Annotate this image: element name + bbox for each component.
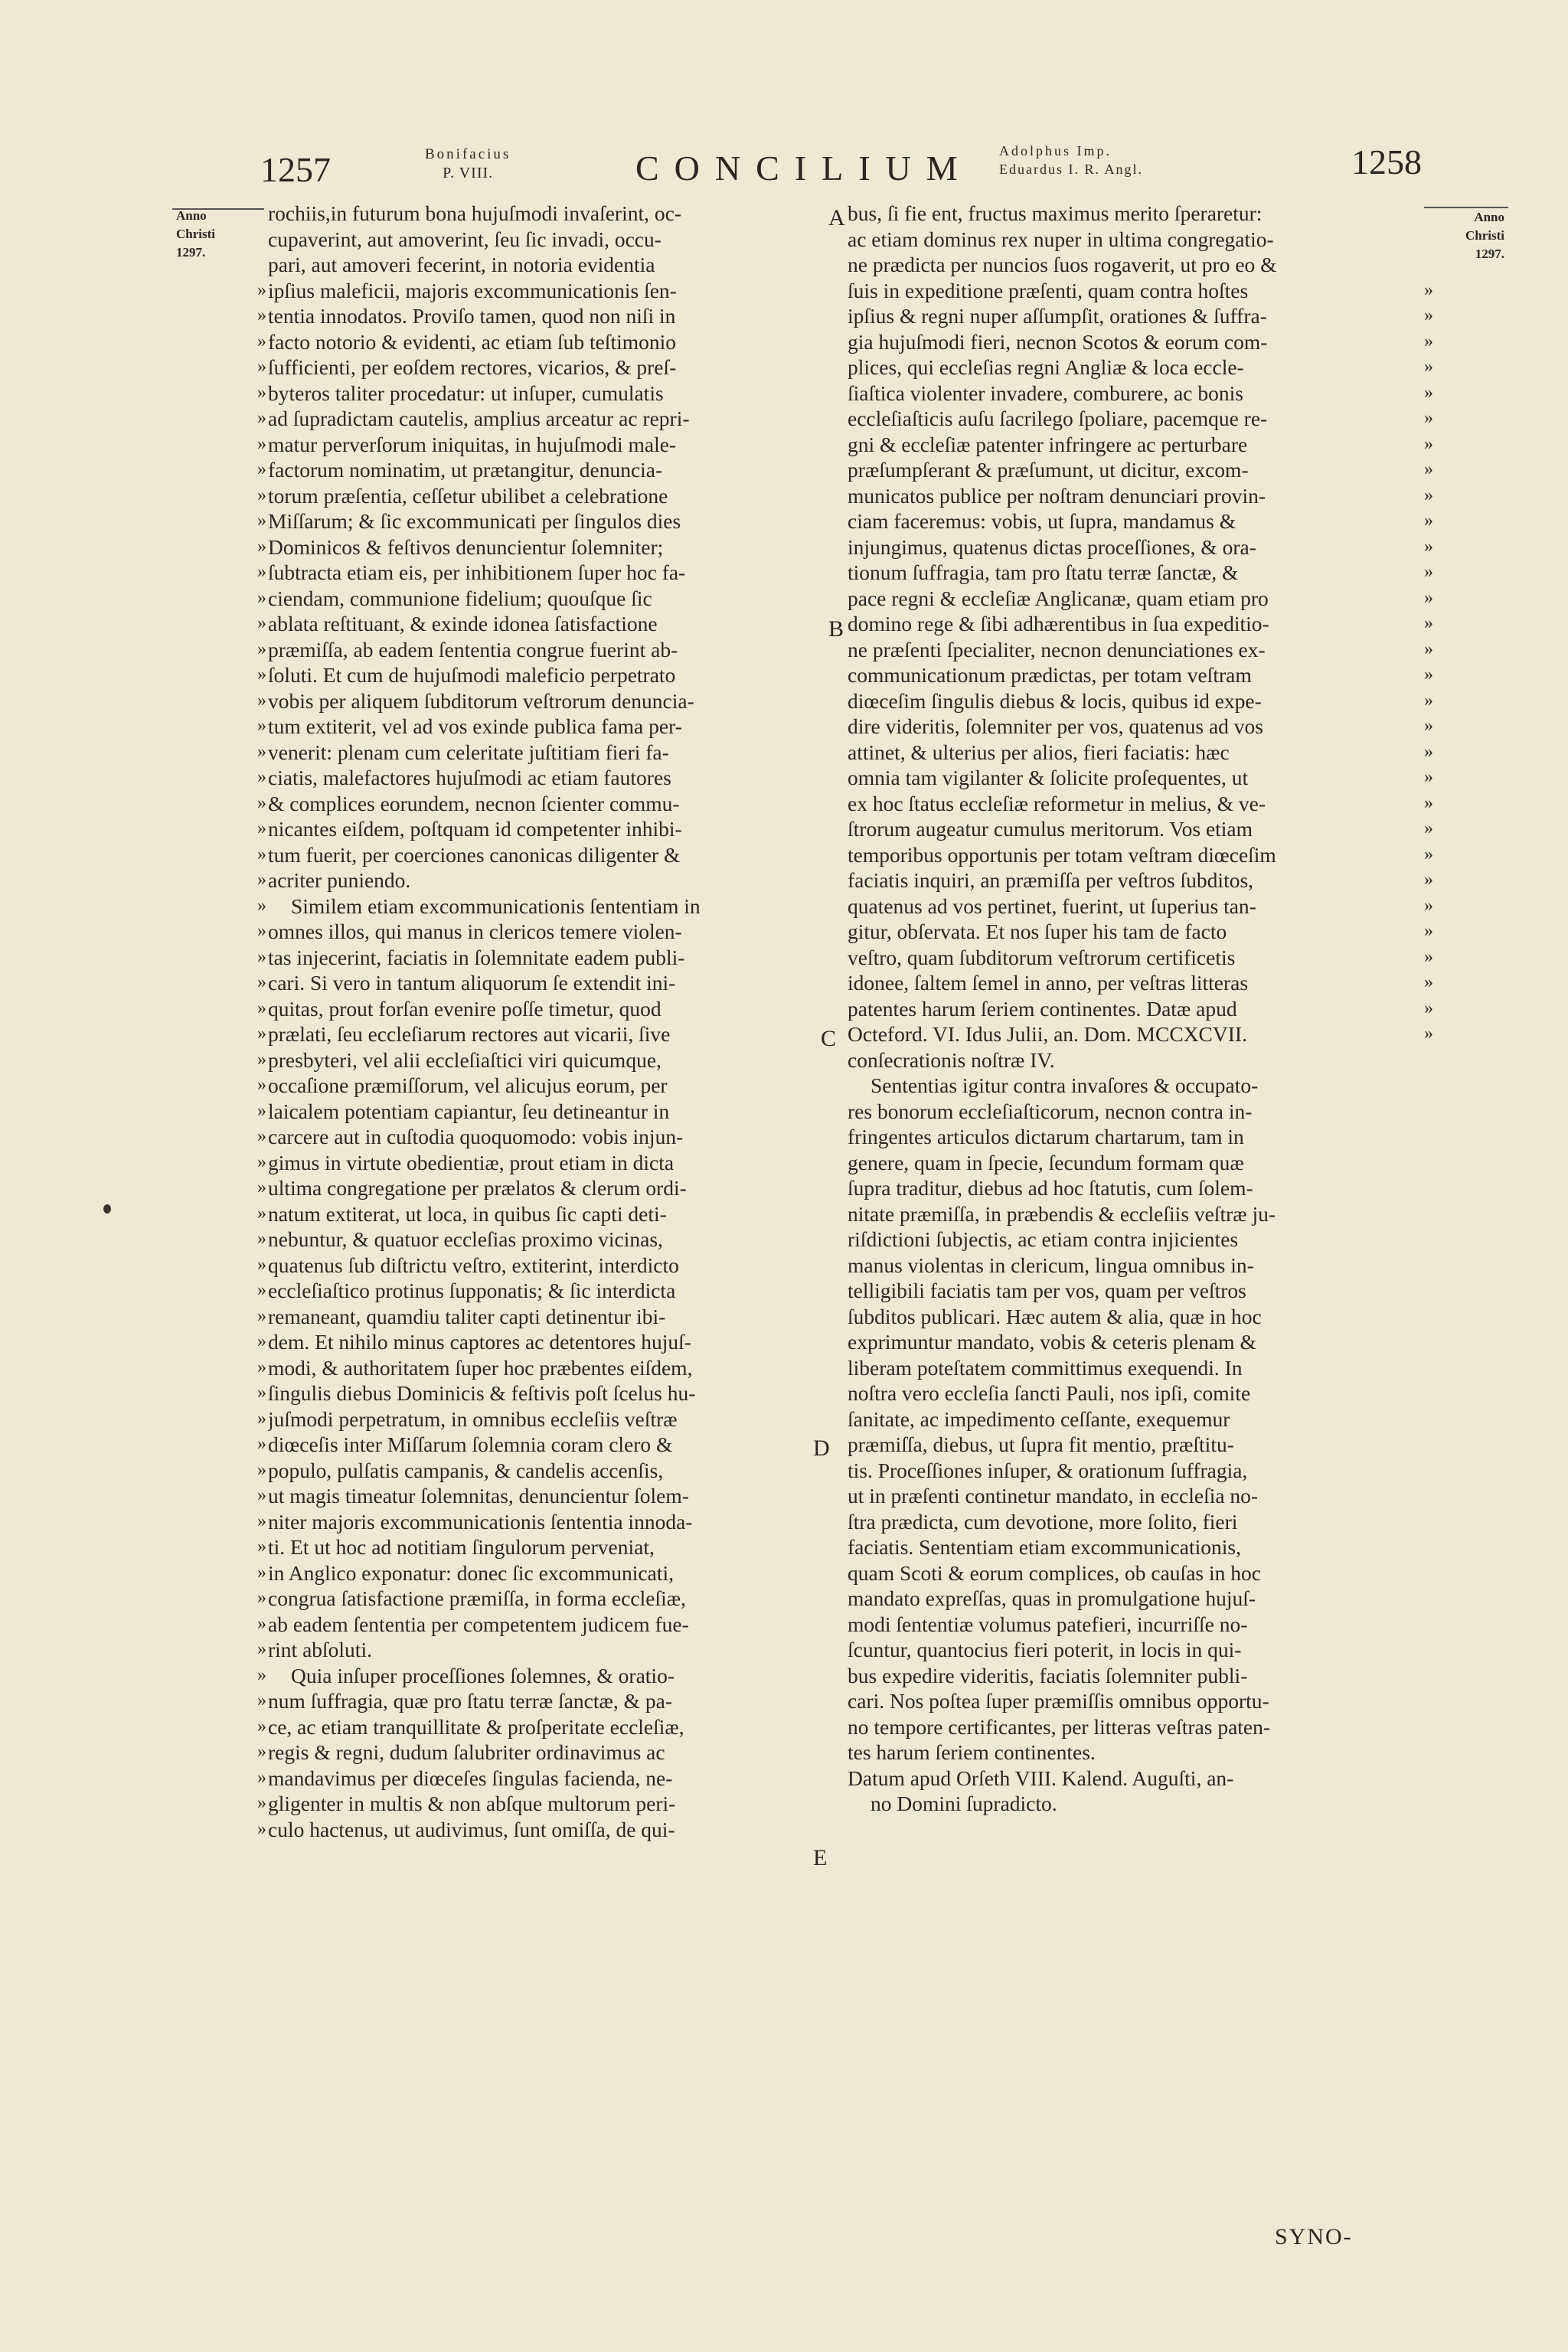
text-line: vobis per aliquem ſubditorum veſtrorum denuncia- bbox=[268, 688, 694, 713]
quote-mark: » bbox=[257, 1049, 266, 1070]
quote-mark: » bbox=[257, 1357, 266, 1377]
text-line: diœceſis inter Miſſarum ſolemnia coram clero & bbox=[268, 1432, 673, 1456]
text-line: ne prædicta per nuncios ſuos rogaverit, ut pro eo & bbox=[848, 253, 1277, 276]
text-line: ut magis timeatur ſolemnitas, denuncientur ſolem- bbox=[268, 1484, 689, 1508]
quote-mark: » bbox=[257, 1562, 266, 1583]
text-line: facto notorio & evidenti, ac etiam ſub teſtimonio bbox=[268, 329, 677, 354]
text-line: torum præſentia, ceſſetur ubilibet a celebratione bbox=[268, 483, 668, 508]
text-line: ſtrorum augeatur cumulus meritorum. Vos etiam bbox=[848, 817, 1253, 841]
text-line: quam Scoti & eorum complices, ob cauſas in hoc bbox=[848, 1560, 1261, 1585]
quote-mark: » bbox=[257, 536, 266, 557]
text-line: modi, & authoritatem ſuper hoc præbentes eiſdem, bbox=[268, 1355, 693, 1380]
margin-note-left-line: Christi bbox=[176, 227, 215, 241]
quote-mark: » bbox=[1424, 305, 1433, 325]
text-line: nitate præmiſſa, in præbendis & eccleſiis veſtræ ju- bbox=[848, 1201, 1276, 1226]
quote-mark: » bbox=[257, 1152, 266, 1172]
text-line: ſiaſtica violenter invadere, comburere, ac bonis bbox=[848, 381, 1243, 405]
quote-marks-left bbox=[245, 201, 266, 1842]
text-line: ex hoc ſtatus eccleſiæ reformetur in melius, & ve- bbox=[848, 791, 1266, 815]
quote-mark: » bbox=[257, 1229, 266, 1249]
text-line: quitas, prout forſan evenire poſſe timetur, quod bbox=[268, 996, 662, 1021]
text-column-left bbox=[268, 201, 815, 1842]
text-line: quatenus ad vos pertinet, fuerint, ut ſuperius tan- bbox=[848, 893, 1256, 918]
quote-mark: » bbox=[257, 1254, 266, 1275]
text-line: presbyteri, vel alii eccleſiaſtici viri quicumque, bbox=[268, 1047, 662, 1072]
text-line: no tempore certificantes, per litteras veſtras paten- bbox=[848, 1714, 1271, 1739]
text-line: carcere aut in cuſtodia quoquomodo: vobis injun- bbox=[268, 1125, 684, 1148]
quote-mark: » bbox=[1424, 639, 1433, 659]
running-head-right-sub: Eduardus I. R. Angl. bbox=[999, 162, 1143, 177]
text-line: ſubtracta etiam eis, per inhibitionem ſuper hoc fa- bbox=[268, 560, 686, 584]
text-line: idonee, ſaltem ſemel in anno, per veſtras litteras bbox=[848, 971, 1249, 995]
text-line: pari, aut amoveri fecerint, in notoria evidentia bbox=[268, 253, 655, 276]
section-letter-c: C bbox=[821, 1026, 837, 1051]
quote-mark bbox=[1424, 201, 1447, 227]
quote-mark: » bbox=[257, 1383, 266, 1403]
quote-mark: » bbox=[1424, 998, 1433, 1018]
quote-mark bbox=[1424, 1586, 1447, 1612]
quote-mark bbox=[1424, 227, 1447, 253]
quote-mark: » bbox=[257, 1639, 266, 1659]
text-line: communicationum prædictas, per totam veſtram bbox=[848, 663, 1252, 687]
quote-mark: » bbox=[257, 587, 266, 608]
text-line: Similem etiam excommunicationis ſententiam in bbox=[291, 893, 701, 918]
quote-mark: » bbox=[257, 946, 266, 967]
ink-spot bbox=[103, 1204, 111, 1214]
quote-mark: » bbox=[1424, 562, 1433, 582]
quote-mark: » bbox=[257, 818, 266, 838]
page-title: CONCILIUM bbox=[635, 149, 973, 188]
margin-note-left-line: 1297. bbox=[176, 245, 206, 260]
quote-mark: » bbox=[257, 870, 266, 890]
text-line: exprimuntur mandato, vobis & ceteris plenam & bbox=[848, 1330, 1256, 1354]
quote-mark bbox=[1424, 1355, 1447, 1381]
quote-mark: » bbox=[257, 1613, 266, 1634]
text-line: cari. Nos poſtea ſuper præmiſſis omnibus opportu- bbox=[848, 1689, 1269, 1713]
quote-mark: » bbox=[257, 1024, 266, 1044]
text-line: ad ſupradictam cautelis, amplius arceatur ac repri- bbox=[268, 407, 690, 430]
quote-mark bbox=[1424, 1663, 1447, 1689]
quote-mark: » bbox=[257, 716, 266, 736]
quote-mark: » bbox=[257, 1178, 266, 1197]
text-line: ciam faceremus: vobis, ut ſupra, mandamus & bbox=[848, 509, 1236, 533]
text-line: pace regni & eccleſiæ Anglicanæ, quam etiam pro bbox=[848, 586, 1269, 610]
quote-mark: » bbox=[257, 1818, 266, 1839]
text-line: natum extiterat, ut loca, in quibus ſic capti deti- bbox=[268, 1201, 667, 1226]
quote-mark: » bbox=[1424, 587, 1433, 608]
quote-mark bbox=[1424, 1329, 1447, 1355]
text-line: ac etiam dominus rex nuper in ultima congregatio- bbox=[848, 227, 1274, 251]
quote-mark bbox=[1424, 1304, 1447, 1330]
text-line: tum fuerit, per coerciones canonicas diligenter & bbox=[268, 842, 681, 867]
quote-mark: » bbox=[1424, 690, 1433, 710]
quote-mark: » bbox=[257, 1305, 266, 1326]
text-line: injungimus, quatenus dictas proceſſiones, & ora- bbox=[848, 534, 1256, 559]
quote-mark bbox=[1424, 1740, 1447, 1766]
text-line: populo, pulſatis campanis, & candelis accenſis, bbox=[268, 1458, 664, 1482]
running-head-left-sub: P. VIII. bbox=[443, 165, 494, 181]
text-line: omnia tam vigilanter & ſolicite proſequentes, ut bbox=[848, 766, 1249, 789]
text-line: ſtra prædicta, cum devotione, more ſolito, fieri bbox=[848, 1509, 1238, 1534]
text-line: occaſione præmiſſorum, vel alicujus eorum, per bbox=[268, 1073, 668, 1097]
page-number-left: 1257 bbox=[260, 150, 331, 189]
section-letter-b: B bbox=[828, 616, 844, 642]
quote-mark bbox=[1424, 1073, 1447, 1099]
quote-mark: » bbox=[1424, 536, 1433, 557]
text-line: attinet, & ulterius per alios, fieri faciatis: hæc bbox=[848, 740, 1230, 764]
text-line: nebuntur, & quatuor eccleſias proximo vicinas, bbox=[268, 1227, 663, 1251]
quote-mark: » bbox=[257, 511, 266, 531]
text-line: num ſuffragia, quæ pro ſtatu terræ ſanctæ, & pa- bbox=[268, 1689, 672, 1713]
quote-mark: » bbox=[257, 1408, 266, 1429]
quote-mark: » bbox=[1424, 459, 1433, 479]
quote-mark: » bbox=[1424, 870, 1433, 890]
quote-mark: » bbox=[1424, 792, 1433, 813]
text-line: ciendam, communione fidelium; quouſque ſic bbox=[268, 586, 652, 610]
quote-mark bbox=[1424, 1201, 1447, 1227]
text-line: ipſius & regni nuper aſſumpſit, orationes & ſuffra- bbox=[848, 304, 1267, 328]
text-line: rochiis,in futurum bona hujuſmodi invaſerint, oc- bbox=[268, 201, 681, 225]
quote-mark: » bbox=[257, 1485, 266, 1505]
text-line: conſecrationis noſtræ IV. bbox=[848, 1047, 1055, 1072]
text-line: ſanitate, ac impedimento ceſſante, exequemur bbox=[848, 1406, 1230, 1431]
text-line: bus expedire videritis, faciatis ſolemniter publi- bbox=[848, 1663, 1248, 1687]
catchword: SYNO- bbox=[1275, 2224, 1353, 2249]
quote-mark: » bbox=[257, 1280, 266, 1300]
quote-mark: » bbox=[257, 1664, 266, 1685]
text-line: faciatis. Sententiam etiam excommunicationis, bbox=[848, 1535, 1241, 1559]
text-line: riſdictioni ſubjectis, ac etiam contra injicientes bbox=[848, 1227, 1239, 1251]
text-line: temporibus opportunis per totam veſtram diœceſim bbox=[848, 842, 1276, 867]
text-line: Sententias igitur contra invaſores & occupato- bbox=[871, 1073, 1259, 1097]
margin-note-right-line: 1297. bbox=[1475, 247, 1504, 261]
text-line: noſtra vero eccleſia ſancti Pauli, nos ipſi, comite bbox=[848, 1381, 1251, 1405]
quote-mark bbox=[1424, 1509, 1447, 1535]
text-line: Quia inſuper proceſſiones ſolemnes, & oratio- bbox=[291, 1663, 675, 1687]
quote-mark: » bbox=[257, 305, 266, 325]
text-line: res bonorum eccleſiaſticorum, necnon contra in- bbox=[848, 1099, 1253, 1123]
text-line: Datum apud Orſeth VIII. Kalend. Auguſti, an- bbox=[848, 1766, 1234, 1790]
quote-mark: » bbox=[257, 1459, 266, 1480]
quote-mark: » bbox=[1424, 279, 1433, 300]
quote-mark: » bbox=[257, 1203, 266, 1223]
running-head-left bbox=[425, 145, 511, 182]
margin-note-left-line: Anno bbox=[176, 208, 207, 223]
quote-mark: » bbox=[257, 998, 266, 1018]
text-line: gligenter in multis & non abſque multorum peri- bbox=[268, 1792, 676, 1815]
text-line: gia hujuſmodi fieri, necnon Scotos & eorum com- bbox=[848, 329, 1268, 354]
margin-note-right-line: Anno bbox=[1474, 210, 1504, 224]
quote-mark: » bbox=[1424, 613, 1433, 633]
quote-mark bbox=[1424, 1432, 1447, 1458]
running-head-right bbox=[999, 142, 1143, 178]
text-line: ut in præſenti continetur mandato, in eccleſia no- bbox=[848, 1484, 1259, 1508]
quote-mark: » bbox=[1424, 946, 1433, 967]
quote-mark bbox=[1424, 1766, 1447, 1792]
quote-mark: » bbox=[1424, 844, 1433, 864]
quote-mark: » bbox=[1424, 331, 1433, 351]
text-line: præſumpſerant & præſumunt, ut dicitur, excom- bbox=[848, 458, 1249, 482]
text-line: prælati, ſeu eccleſiarum rectores aut vicarii, ſive bbox=[268, 1022, 671, 1046]
quote-mark bbox=[1424, 1380, 1447, 1406]
quote-mark: » bbox=[257, 1537, 266, 1557]
text-line: omnes illos, qui manus in clericos temere violen- bbox=[268, 920, 682, 943]
quote-mark: » bbox=[257, 665, 266, 684]
quote-mark: » bbox=[257, 613, 266, 633]
quote-mark: » bbox=[257, 921, 266, 941]
text-line: mandavimus per diœceſes ſingulas facienda, ne- bbox=[268, 1766, 673, 1790]
text-line: dire videritis, ſolemniter per vos, quatenus ad vos bbox=[848, 714, 1264, 738]
text-line: juſmodi perpetratum, in omnibus eccleſiis veſtræ bbox=[268, 1406, 678, 1431]
quote-mark: » bbox=[257, 1126, 266, 1146]
quote-mark: » bbox=[1424, 972, 1433, 992]
text-line: mandato expreſſas, quas in promulgatione hujuſ- bbox=[848, 1586, 1256, 1610]
quote-mark bbox=[1424, 1227, 1447, 1253]
quote-mark: » bbox=[1424, 741, 1433, 762]
quote-mark: » bbox=[257, 1100, 266, 1121]
quote-mark: » bbox=[257, 1793, 266, 1813]
text-line: venerit: plenam cum celeritate juſtitiam fieri fa- bbox=[268, 740, 669, 764]
text-line: ab eadem ſententia per competentem judicem fue- bbox=[268, 1612, 689, 1636]
text-line: niter majoris excommunicationis ſententia innoda- bbox=[268, 1509, 693, 1534]
page-number-right: 1258 bbox=[1351, 142, 1422, 181]
text-line: cari. Si vero in tantum aliquorum ſe extendit ini- bbox=[268, 971, 676, 995]
quote-mark bbox=[245, 227, 266, 253]
text-line: no Domini ſupradicto. bbox=[871, 1792, 1057, 1815]
quote-mark bbox=[1424, 1458, 1447, 1484]
quote-mark: » bbox=[1424, 767, 1433, 787]
quote-mark bbox=[1424, 1688, 1447, 1714]
quote-mark: » bbox=[257, 1331, 266, 1351]
quote-mark: » bbox=[257, 485, 266, 505]
quote-mark bbox=[1424, 1047, 1447, 1073]
quote-mark: » bbox=[257, 1742, 266, 1762]
quote-mark bbox=[1424, 1637, 1447, 1663]
text-line: ſupra traditur, diebus ad hoc ſtatutis, cum ſolem- bbox=[848, 1176, 1253, 1200]
quote-mark bbox=[1424, 1406, 1447, 1432]
text-line: ti. Et ut hoc ad notitiam ſingulorum perveniat, bbox=[268, 1535, 655, 1559]
quote-mark bbox=[1424, 1253, 1447, 1279]
quote-mark: » bbox=[257, 792, 266, 813]
text-line: factorum nominatim, ut prætangitur, denuncia- bbox=[268, 458, 663, 482]
running-head-right-name: Adolphus Imp. bbox=[999, 143, 1112, 158]
text-line: eccleſiaſtico protinus ſupponatis; & ſic interdicta bbox=[268, 1279, 676, 1302]
text-line: gitur, obſervata. Et nos ſuper his tam de facto bbox=[848, 920, 1227, 943]
text-line: remaneant, quamdiu taliter capti detinentur ibi- bbox=[268, 1304, 666, 1328]
quote-marks-right bbox=[1424, 201, 1447, 1817]
text-line: ultima congregatione per prælatos & clerum ordi- bbox=[268, 1176, 687, 1200]
quote-mark: » bbox=[1424, 382, 1433, 403]
text-line: ſufficienti, per eoſdem rectores, vicarios, & preſ- bbox=[268, 355, 677, 379]
quote-mark bbox=[1424, 1791, 1447, 1817]
text-line: dem. Et nihilo minus captores ac detentores hujuſ- bbox=[268, 1330, 691, 1354]
text-line: culo hactenus, ut audivimus, ſunt omiſſa, de qui- bbox=[268, 1817, 675, 1841]
text-line: bus, ſi fie ent, fructus maximus merito ſperaretur: bbox=[848, 201, 1263, 225]
text-line: ſingulis diebus Dominicis & feſtivis poſt ſcelus hu- bbox=[268, 1381, 696, 1405]
text-line: liberam poteſtatem committimus exequendi. In bbox=[848, 1355, 1243, 1380]
text-line: fringentes articulos dictarum chartarum, tam in bbox=[848, 1125, 1244, 1148]
text-line: tas injecerint, faciatis in ſolemnitate eadem publi- bbox=[268, 945, 685, 969]
quote-mark: » bbox=[1424, 716, 1433, 736]
quote-mark bbox=[1424, 1534, 1447, 1560]
quote-mark bbox=[1424, 252, 1447, 278]
quote-mark bbox=[1424, 1612, 1447, 1638]
quote-mark bbox=[1424, 1124, 1447, 1150]
quote-mark: » bbox=[257, 844, 266, 864]
text-line: faciatis inquiri, an præmiſſa per veſtros ſubditos, bbox=[848, 868, 1254, 892]
quote-mark bbox=[245, 201, 266, 227]
text-line: municatos publice per noſtram denunciari provin- bbox=[848, 483, 1266, 508]
text-line: byteros taliter procedatur: ut inſuper, cumulatis bbox=[268, 381, 664, 405]
quote-mark: » bbox=[1424, 485, 1433, 505]
text-line: plices, qui eccleſias regni Angliæ & loca eccle- bbox=[848, 355, 1244, 379]
quote-mark bbox=[1424, 1175, 1447, 1201]
margin-note-right-line: Christi bbox=[1465, 228, 1504, 243]
quote-mark bbox=[1424, 1560, 1447, 1586]
text-line: gimus in virtute obedientiæ, prout etiam in dicta bbox=[268, 1150, 675, 1174]
section-letter-d: D bbox=[813, 1436, 830, 1461]
text-line: tum extiterit, vel ad vos exinde publica fama per- bbox=[268, 714, 682, 738]
quote-mark: » bbox=[1424, 511, 1433, 531]
quote-mark: » bbox=[257, 690, 266, 710]
quote-mark bbox=[1424, 1099, 1447, 1125]
text-line: modi ſententiæ volumus patefieri, incurriſſe no- bbox=[848, 1612, 1248, 1636]
text-column-right bbox=[848, 201, 1403, 1817]
text-line: ne præſenti ſpecialiter, necnon denunciationes ex- bbox=[848, 637, 1266, 662]
text-line: tes harum ſeriem continentes. bbox=[848, 1740, 1096, 1764]
text-line: domino rege & ſibi adhærentibus in ſua expeditio- bbox=[848, 612, 1269, 635]
quote-mark: » bbox=[1424, 665, 1433, 684]
quote-mark: » bbox=[257, 1767, 266, 1788]
quote-mark: » bbox=[257, 1075, 266, 1095]
text-line: ſcuntur, quantocius fieri poterit, in locis in qui- bbox=[848, 1638, 1242, 1661]
quote-mark: » bbox=[1424, 895, 1433, 916]
text-line: præmiſſa, diebus, ut ſupra fit mentio, præſtitu- bbox=[848, 1432, 1234, 1456]
text-line: gni & eccleſiæ patenter infringere ac perturbare bbox=[848, 432, 1248, 456]
text-line: ſuis in expeditione præſenti, quam contra hoſtes bbox=[848, 278, 1249, 302]
quote-mark: » bbox=[257, 433, 266, 454]
text-line: Miſſarum; & ſic excommunicati per ſingulos dies bbox=[268, 509, 681, 533]
quote-mark: » bbox=[257, 459, 266, 479]
text-line: laicalem potentiam capiantur, ſeu detineantur in bbox=[268, 1099, 670, 1123]
text-line: ſoluti. Et cum de hujuſmodi maleficio perpetrato bbox=[268, 663, 676, 687]
quote-mark: » bbox=[257, 279, 266, 300]
quote-mark: » bbox=[257, 1434, 266, 1454]
quote-mark: » bbox=[257, 741, 266, 762]
quote-mark: » bbox=[257, 972, 266, 992]
text-line: patentes harum ſeriem continentes. Datæ apud bbox=[848, 996, 1237, 1021]
quote-mark: » bbox=[257, 331, 266, 351]
quote-mark: » bbox=[257, 357, 266, 377]
text-line: nicantes eiſdem, poſtquam id competenter inhibi- bbox=[268, 817, 682, 841]
text-line: veſtro, quam ſubditorum veſtrorum certificetis bbox=[848, 945, 1236, 969]
text-line: tentia innodatos. Proviſo tamen, quod non niſi in bbox=[268, 304, 676, 328]
text-line: quatenus ſub diſtrictu veſtro, extiterint, interdicto bbox=[268, 1253, 679, 1277]
text-line: manus violentas in clericum, lingua omnibus in- bbox=[848, 1253, 1254, 1277]
text-line: in Anglico exponatur: donec ſic excommunicati, bbox=[268, 1560, 674, 1585]
text-line: Dominicos & feſtivos denuncientur ſolemniter; bbox=[268, 534, 664, 559]
text-line: eccleſiaſticis auſu ſacrilego ſpoliare, pacemque re- bbox=[848, 407, 1268, 430]
text-line: genere, quam in ſpecie, ſecundum formam quæ bbox=[848, 1150, 1244, 1174]
text-line: tionum ſuffragia, tam pro ſtatu terræ ſanctæ, & bbox=[848, 560, 1239, 584]
text-line: ciatis, malefactores hujuſmodi ac etiam fautores bbox=[268, 766, 671, 789]
quote-mark: » bbox=[257, 895, 266, 916]
running-head-left-name: Bonifacius bbox=[425, 146, 511, 162]
quote-mark: » bbox=[1424, 1024, 1433, 1044]
text-line: Octeford. VI. Idus Julii, an. Dom. MCCXCVII. bbox=[848, 1022, 1247, 1046]
quote-mark: » bbox=[257, 1716, 266, 1736]
text-line: congrua ſatisfactione præmiſſa, in forma eccleſiæ, bbox=[268, 1586, 686, 1610]
quote-mark: » bbox=[257, 1511, 266, 1531]
text-line: ſubditos publicari. Hæc autem & alia, quæ in hoc bbox=[848, 1304, 1262, 1328]
quote-mark: » bbox=[257, 639, 266, 659]
text-line: ablata reſtituant, & exinde idonea ſatisfactione bbox=[268, 612, 658, 635]
section-letter-e: E bbox=[813, 1845, 828, 1870]
text-line: matur perverſorum iniquitas, in hujuſmodi male- bbox=[268, 432, 677, 456]
quote-mark: » bbox=[257, 767, 266, 787]
quote-mark: » bbox=[257, 562, 266, 582]
text-line: & complices eorundem, necnon ſcienter commu- bbox=[268, 791, 680, 815]
text-line: telligibili faciatis tam per vos, quam per veſtros bbox=[848, 1279, 1246, 1302]
quote-mark: » bbox=[1424, 921, 1433, 941]
quote-mark: » bbox=[1424, 357, 1433, 377]
quote-mark bbox=[1424, 1483, 1447, 1509]
quote-mark: » bbox=[257, 408, 266, 428]
quote-mark: » bbox=[257, 1588, 266, 1608]
quote-mark: » bbox=[1424, 433, 1433, 454]
text-line: rint abſoluti. bbox=[268, 1638, 372, 1661]
quote-mark: » bbox=[1424, 818, 1433, 838]
quote-mark bbox=[1424, 1278, 1447, 1304]
quote-mark: » bbox=[257, 1690, 266, 1710]
text-line: diœceſim ſingulis diebus & locis, quibus id expe- bbox=[848, 688, 1262, 713]
text-line: cupaverint, aut amoverint, ſeu ſic invadi, occu- bbox=[268, 227, 662, 251]
quote-mark: » bbox=[1424, 408, 1433, 428]
text-line: ce, ac etiam tranquillitate & proſperitate eccleſiæ, bbox=[268, 1714, 684, 1739]
quote-mark bbox=[1424, 1150, 1447, 1176]
text-line: regis & regni, dudum ſalubriter ordinavimus ac bbox=[268, 1740, 665, 1764]
quote-mark bbox=[245, 252, 266, 278]
text-line: tis. Proceſſiones inſuper, & orationum ſuffragia, bbox=[848, 1458, 1248, 1482]
text-line: acriter puniendo. bbox=[268, 868, 411, 892]
text-line: præmiſſa, ab eadem ſententia congrue fuerint ab- bbox=[268, 637, 678, 662]
quote-mark: » bbox=[257, 382, 266, 403]
text-line: ipſius maleficii, majoris excommunicationis ſen- bbox=[268, 278, 677, 302]
quote-mark bbox=[1424, 1714, 1447, 1740]
section-letter-a: A bbox=[828, 205, 845, 230]
